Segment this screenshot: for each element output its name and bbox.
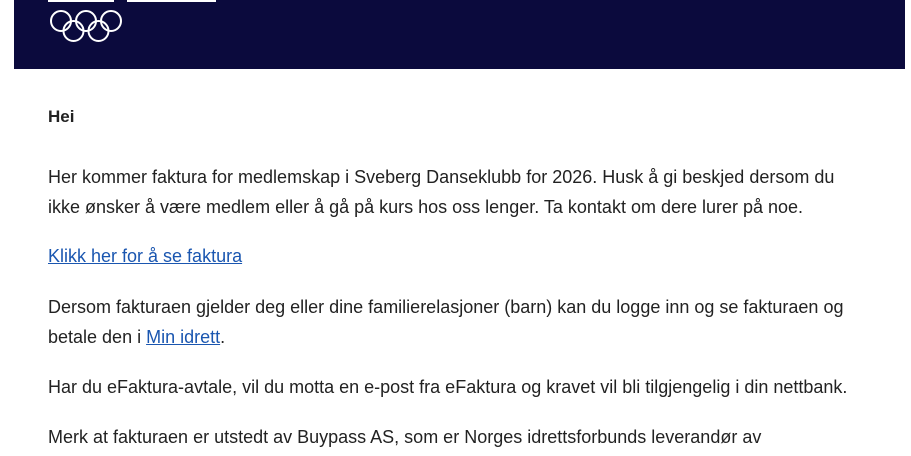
efaktura-paragraph: Har du eFaktura-avtale, vil du motta en e-post fra eFaktura og kravet vil bli tilgjengelig i din nettbank. bbox=[48, 377, 848, 397]
family-login-text: Dersom fakturaen gjelder deg eller dine familierelasjoner (barn) kan du logge inn og se fakturaen og betale den i bbox=[48, 297, 844, 347]
membership-invoice-paragraph: Her kommer faktura for medlemskap i Sveberg Danseklubb for 2026. Husk å gi beskjed dersom du ikke ønsker å være medlem eller å gå på kurs hos oss lenger. Ta kontakt om dere lurer på noe. bbox=[48, 167, 835, 217]
greeting-text: Hei bbox=[48, 107, 75, 126]
family-login-paragraph bbox=[48, 292, 868, 352]
header-logo-fragment bbox=[127, 0, 216, 2]
buypass-paragraph: Merk at fakturaen er utstedt av Buypass AS, som er Norges idrettsforbunds leverandør av bbox=[48, 427, 762, 447]
invoice-link-paragraph bbox=[48, 241, 868, 271]
min-idrett-link[interactable]: Min idrett bbox=[146, 327, 221, 347]
olympic-rings-icon bbox=[48, 9, 124, 43]
email-header-banner bbox=[14, 0, 905, 69]
header-logo-fragment bbox=[48, 0, 114, 2]
view-invoice-link[interactable]: Klikk her for å se faktura bbox=[48, 246, 243, 266]
period-text: . bbox=[220, 327, 226, 347]
